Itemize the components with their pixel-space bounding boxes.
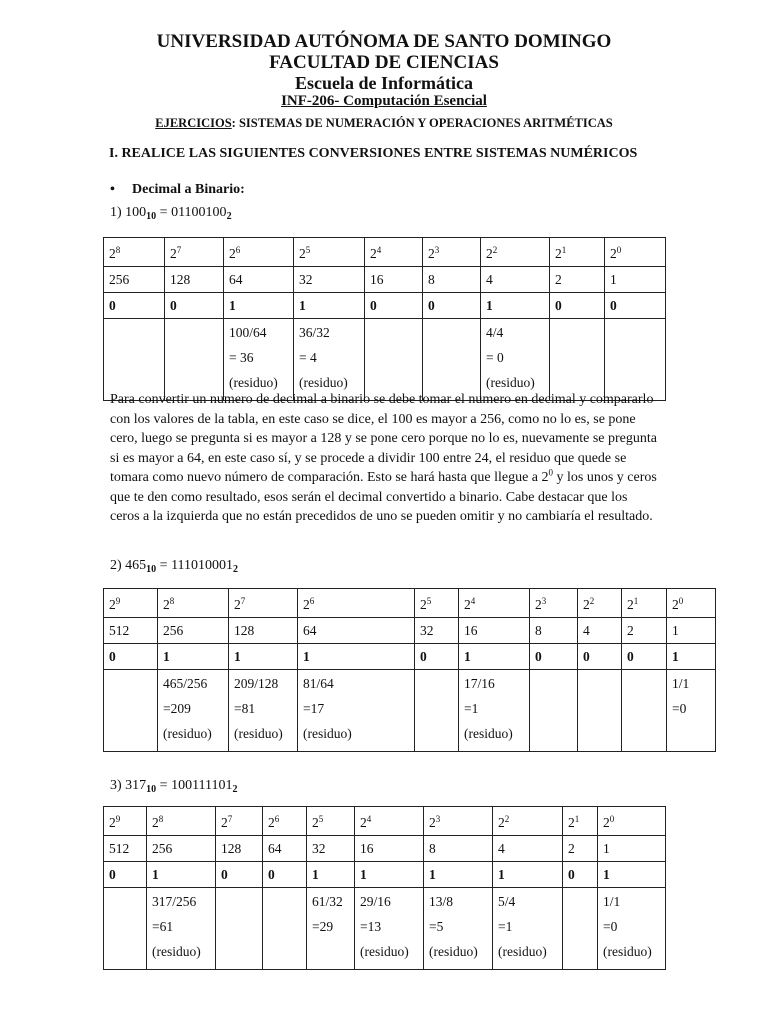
bits-row — [104, 644, 716, 670]
bullet-label: Decimal a Binario: — [132, 182, 245, 197]
bit-cell: 1 — [298, 644, 415, 670]
calculation-cell — [423, 319, 481, 401]
calculation-line — [170, 320, 218, 345]
conversion-table — [103, 588, 716, 752]
calculation-line — [428, 345, 475, 370]
power-cell: $2^5$ — [415, 589, 459, 618]
calculation-cell — [622, 670, 667, 752]
bit-cell: 1 — [481, 293, 550, 319]
bit-cell: 1 — [229, 644, 298, 670]
calculation-line — [627, 671, 661, 696]
power-cell: $2^5$ — [307, 807, 355, 836]
calculation-line — [535, 696, 572, 721]
power-exponent: 3 — [435, 814, 441, 824]
value-cell: 64 — [263, 836, 307, 862]
power-cell: $2^2$ — [481, 238, 550, 267]
power-exponent: 0 — [678, 596, 684, 606]
bit-cell: 0 — [563, 862, 598, 888]
calculation-cell — [493, 888, 563, 970]
powers-row — [104, 807, 666, 836]
power-cell: $2^6$ — [263, 807, 307, 836]
calculation-line — [627, 721, 661, 746]
bit-cell: 1 — [294, 293, 365, 319]
bit-cell: 1 — [598, 862, 666, 888]
calculation-line: =29 — [312, 919, 334, 934]
calculation-line: =61 — [152, 919, 174, 934]
calculation-cell — [224, 319, 294, 401]
calculation-line — [555, 320, 599, 345]
values-row — [104, 836, 666, 862]
calculation-line: 100/64 — [229, 325, 267, 340]
calculation-line: =13 — [360, 919, 382, 934]
bit-cell: 1 — [355, 862, 424, 888]
calculation-row — [104, 319, 666, 401]
equation-base-to: 2 — [232, 784, 238, 795]
power-exponent: 8 — [169, 596, 175, 606]
calculation-line: 4/4 — [486, 325, 504, 340]
value-cell: 256 — [104, 267, 165, 293]
value-cell: 2 — [550, 267, 605, 293]
value-cell: 32 — [415, 618, 459, 644]
bit-cell: 1 — [424, 862, 493, 888]
value-cell: 4 — [493, 836, 563, 862]
bit-cell: 0 — [263, 862, 307, 888]
conversion-table — [103, 806, 666, 970]
powers-row — [104, 238, 666, 267]
calculation-cell — [550, 319, 605, 401]
value-cell: 8 — [424, 836, 493, 862]
power-exponent: 1 — [561, 245, 567, 255]
power-cell: $2^8$ — [147, 807, 216, 836]
equation-result: = 100111101 — [156, 778, 233, 793]
calculation-cell — [229, 670, 298, 752]
faculty-title: FACULTAD DE CIENCIAS — [269, 52, 499, 73]
bits-row — [104, 862, 666, 888]
value-cell: 1 — [605, 267, 666, 293]
calculation-line — [627, 696, 661, 721]
calculation-cell — [481, 319, 550, 401]
bit-cell: 1 — [147, 862, 216, 888]
calculation-line: =0 — [672, 701, 687, 716]
exercises-heading — [0, 116, 768, 131]
power-exponent: 7 — [227, 814, 233, 824]
calculation-line: =209 — [163, 701, 191, 716]
value-cell: 256 — [147, 836, 216, 862]
calculation-line — [268, 914, 301, 939]
power-cell: $2^9$ — [104, 807, 147, 836]
power-exponent: 2 — [492, 245, 498, 255]
calculation-line: 1/1 — [672, 676, 690, 691]
calculation-line — [109, 914, 141, 939]
equation-base-to: 2 — [226, 211, 232, 222]
course-title: INF-206- Computación Esencial — [281, 93, 487, 109]
calculation-line — [170, 345, 218, 370]
bit-cell: 0 — [104, 644, 158, 670]
calculation-line: 465/256 — [163, 676, 208, 691]
calculation-line — [428, 320, 475, 345]
equation-base-from: 10 — [146, 784, 157, 795]
value-cell: 16 — [365, 267, 423, 293]
calculation-cell — [578, 670, 622, 752]
bit-cell: 0 — [415, 644, 459, 670]
power-exponent: 4 — [470, 596, 476, 606]
calculation-cell — [667, 670, 716, 752]
power-cell: $2^6$ — [298, 589, 415, 618]
value-cell: 128 — [229, 618, 298, 644]
calculation-line: 13/8 — [429, 894, 454, 909]
bit-cell: 1 — [493, 862, 563, 888]
calculation-cell — [365, 319, 423, 401]
value-cell: 128 — [165, 267, 224, 293]
value-cell: 16 — [355, 836, 424, 862]
bit-cell: 0 — [104, 862, 147, 888]
calculation-line — [312, 939, 349, 964]
equation-prefix: 3) 317 — [110, 778, 147, 793]
power-exponent: 0 — [616, 245, 622, 255]
power-cell: $2^2$ — [578, 589, 622, 618]
value-cell: 4 — [578, 618, 622, 644]
calculation-line: 36/32 — [299, 325, 330, 340]
calculation-line: 17/16 — [464, 676, 495, 691]
power-exponent: 9 — [115, 596, 121, 606]
value-cell: 4 — [481, 267, 550, 293]
conversion-equation — [110, 205, 232, 222]
calculation-line: =0 — [603, 919, 618, 934]
power-cell: $2^7$ — [229, 589, 298, 618]
power-cell: $2^7$ — [216, 807, 263, 836]
equation-base-from: 10 — [146, 211, 157, 222]
values-row — [104, 618, 716, 644]
calculation-line — [420, 696, 453, 721]
calculation-line: 81/64 — [303, 676, 334, 691]
value-cell: 8 — [530, 618, 578, 644]
calculation-cell — [263, 888, 307, 970]
value-cell: 512 — [104, 836, 147, 862]
power-cell: $2^0$ — [667, 589, 716, 618]
calculation-line: =1 — [498, 919, 513, 934]
value-cell: 64 — [298, 618, 415, 644]
value-cell: 2 — [563, 836, 598, 862]
university-title: UNIVERSIDAD AUTÓNOMA DE SANTO DOMINGO — [156, 31, 612, 52]
explanation-superscript: 0 — [548, 467, 554, 478]
power-exponent: 1 — [633, 596, 639, 606]
bit-cell: 0 — [365, 293, 423, 319]
calculation-cell — [104, 670, 158, 752]
bit-cell: 0 — [423, 293, 481, 319]
power-exponent: 2 — [504, 814, 510, 824]
power-exponent: 6 — [309, 596, 315, 606]
bit-cell: 0 — [578, 644, 622, 670]
calculation-line: (residuo) — [486, 375, 535, 390]
bit-cell: 0 — [622, 644, 667, 670]
calculation-line — [420, 671, 453, 696]
calculation-cell — [158, 670, 229, 752]
power-cell: $2^3$ — [530, 589, 578, 618]
power-cell: $2^4$ — [355, 807, 424, 836]
calculation-line: (residuo) — [464, 726, 513, 741]
calculation-line — [583, 696, 616, 721]
calculation-cell — [605, 319, 666, 401]
calculation-row — [104, 888, 666, 970]
explanation-paragraph — [110, 390, 658, 527]
power-cell: $2^2$ — [493, 807, 563, 836]
calculation-cell — [216, 888, 263, 970]
calculation-line: (residuo) — [299, 375, 348, 390]
power-exponent: 2 — [589, 596, 595, 606]
value-cell: 32 — [307, 836, 355, 862]
value-cell: 1 — [667, 618, 716, 644]
power-exponent: 0 — [609, 814, 615, 824]
value-cell: 32 — [294, 267, 365, 293]
bit-cell: 1 — [158, 644, 229, 670]
values-row — [104, 267, 666, 293]
calculation-line: 29/16 — [360, 894, 391, 909]
power-cell: $2^4$ — [459, 589, 530, 618]
calculation-line — [221, 914, 257, 939]
power-exponent: 4 — [376, 245, 382, 255]
value-cell: 8 — [423, 267, 481, 293]
value-cell: 128 — [216, 836, 263, 862]
power-cell: $2^1$ — [622, 589, 667, 618]
power-exponent: 4 — [366, 814, 372, 824]
calculation-line: (residuo) — [603, 944, 652, 959]
value-cell: 2 — [622, 618, 667, 644]
calculation-line: = 36 — [229, 350, 254, 365]
power-cell: $2^5$ — [294, 238, 365, 267]
calculation-line: =1 — [464, 701, 479, 716]
calculation-line — [109, 889, 141, 914]
calculation-line: (residuo) — [229, 375, 278, 390]
calculation-line — [568, 889, 592, 914]
calculation-line: (residuo) — [498, 944, 547, 959]
bit-cell: 0 — [165, 293, 224, 319]
power-cell: $2^3$ — [424, 807, 493, 836]
calculation-cell — [424, 888, 493, 970]
calculation-line — [221, 889, 257, 914]
bit-cell: 0 — [550, 293, 605, 319]
power-cell: $2^0$ — [598, 807, 666, 836]
calculation-row — [104, 670, 716, 752]
calculation-line: 209/128 — [234, 676, 279, 691]
bits-row — [104, 293, 666, 319]
bit-cell: 1 — [459, 644, 530, 670]
exercises-title: : SISTEMAS DE NUMERACIÓN Y OPERACIONES ARITMÉTICAS — [231, 116, 613, 130]
bit-cell: 0 — [605, 293, 666, 319]
calculation-cell — [415, 670, 459, 752]
calculation-line — [555, 345, 599, 370]
calculation-line: (residuo) — [152, 944, 201, 959]
calculation-cell — [147, 888, 216, 970]
calculation-line — [109, 696, 152, 721]
calculation-line: = 0 — [486, 350, 504, 365]
bullet-symbol: • — [110, 182, 115, 197]
power-exponent: 7 — [176, 245, 182, 255]
calculation-cell — [165, 319, 224, 401]
power-cell: $2^0$ — [605, 238, 666, 267]
equation-base-from: 10 — [146, 564, 157, 575]
calculation-cell — [355, 888, 424, 970]
calculation-line: 5/4 — [498, 894, 516, 909]
calculation-line — [672, 721, 710, 746]
bit-cell: 1 — [667, 644, 716, 670]
equation-prefix: 2) 465 — [110, 558, 147, 573]
calculation-cell — [294, 319, 365, 401]
calculation-line — [535, 721, 572, 746]
calculation-line — [109, 320, 159, 345]
value-cell: 512 — [104, 618, 158, 644]
power-exponent: 8 — [115, 245, 121, 255]
section-title: I. REALICE LAS SIGUIENTES CONVERSIONES ENTRE SISTEMAS NUMÉRICOS — [109, 146, 638, 161]
calculation-line — [370, 320, 417, 345]
value-cell: 256 — [158, 618, 229, 644]
calculation-line — [109, 345, 159, 370]
power-exponent: 7 — [240, 596, 246, 606]
power-exponent: 5 — [426, 596, 432, 606]
calculation-cell — [563, 888, 598, 970]
power-cell: $2^4$ — [365, 238, 423, 267]
value-cell: 64 — [224, 267, 294, 293]
explanation-part2: y los unos y ceros que te den como resultado, esos serán el decimal convertido a binario. Cabe destacar que los ceros a la izquierda que no están precedidos de uno se pueden omitir y no cambiaría el resultado. — [110, 470, 657, 524]
conversion-table — [103, 237, 666, 401]
calculation-line: 1/1 — [603, 894, 621, 909]
exercises-label: EJERCICIOS — [155, 116, 232, 130]
bit-cell: 1 — [224, 293, 294, 319]
power-exponent: 6 — [274, 814, 280, 824]
equation-result: = 01100100 — [156, 205, 227, 220]
power-cell: $2^7$ — [165, 238, 224, 267]
calculation-line: =17 — [303, 701, 325, 716]
calculation-cell — [104, 319, 165, 401]
power-exponent: 3 — [541, 596, 547, 606]
calculation-line: =81 — [234, 701, 256, 716]
value-cell: 16 — [459, 618, 530, 644]
power-exponent: 1 — [574, 814, 580, 824]
calculation-cell — [104, 888, 147, 970]
calculation-line — [568, 939, 592, 964]
power-exponent: 3 — [434, 245, 440, 255]
power-cell: $2^6$ — [224, 238, 294, 267]
calculation-line — [535, 671, 572, 696]
calculation-line: 61/32 — [312, 894, 343, 909]
calculation-line: (residuo) — [360, 944, 409, 959]
calculation-line — [109, 671, 152, 696]
powers-row — [104, 589, 716, 618]
power-exponent: 9 — [115, 814, 121, 824]
calculation-cell — [459, 670, 530, 752]
equation-result: = 111010001 — [156, 558, 234, 573]
power-cell: $2^8$ — [158, 589, 229, 618]
power-exponent: 8 — [158, 814, 164, 824]
power-cell: $2^9$ — [104, 589, 158, 618]
bit-cell: 0 — [530, 644, 578, 670]
calculation-cell — [298, 670, 415, 752]
power-exponent: 5 — [305, 245, 311, 255]
calculation-line: (residuo) — [429, 944, 478, 959]
calculation-line — [583, 721, 616, 746]
calculation-line — [583, 671, 616, 696]
power-exponent: 6 — [235, 245, 241, 255]
calculation-line — [221, 939, 257, 964]
power-exponent: 5 — [318, 814, 324, 824]
calculation-line: (residuo) — [303, 726, 352, 741]
school-title: Escuela de Informática — [295, 73, 473, 93]
calculation-line — [370, 345, 417, 370]
calculation-line — [109, 721, 152, 746]
calculation-line: =5 — [429, 919, 444, 934]
calculation-line — [568, 914, 592, 939]
calculation-line — [268, 939, 301, 964]
calculation-line — [420, 721, 453, 746]
calculation-line — [268, 889, 301, 914]
calculation-line: (residuo) — [234, 726, 283, 741]
power-cell: $2^1$ — [563, 807, 598, 836]
bit-cell: 0 — [104, 293, 165, 319]
equation-base-to: 2 — [233, 564, 239, 575]
bullet-item — [110, 182, 245, 198]
calculation-line — [610, 320, 660, 345]
value-cell: 1 — [598, 836, 666, 862]
equation-prefix: 1) 100 — [110, 205, 147, 220]
calculation-line: = 4 — [299, 350, 317, 365]
conversion-equation — [110, 558, 238, 575]
calculation-line — [610, 345, 660, 370]
calculation-line — [109, 939, 141, 964]
calculation-cell — [307, 888, 355, 970]
bit-cell: 0 — [216, 862, 263, 888]
calculation-line: (residuo) — [163, 726, 212, 741]
power-cell: $2^1$ — [550, 238, 605, 267]
calculation-line: 317/256 — [152, 894, 197, 909]
calculation-cell — [598, 888, 666, 970]
bit-cell: 1 — [307, 862, 355, 888]
calculation-cell — [530, 670, 578, 752]
power-cell: $2^3$ — [423, 238, 481, 267]
conversion-equation — [110, 778, 238, 795]
power-cell: $2^8$ — [104, 238, 165, 267]
explanation-part1: Para convertir un numero de decimal a binario se debe tomar el numero en decimal y compararlo con los valores de la tabla, en este caso se dice, el 100 es mayor a 256, como no lo es, se pone cero, luego se pregunta si es mayor a 128 y se pone cero porque no lo es, nuevamente se pregunta si es mayor a 64, en este caso sí, y se procede a dividir 100 entre 24, el residuo que quede se tomara como nuevo número de comparación. Esto se hará hasta que llegue a 2 — [110, 392, 657, 485]
